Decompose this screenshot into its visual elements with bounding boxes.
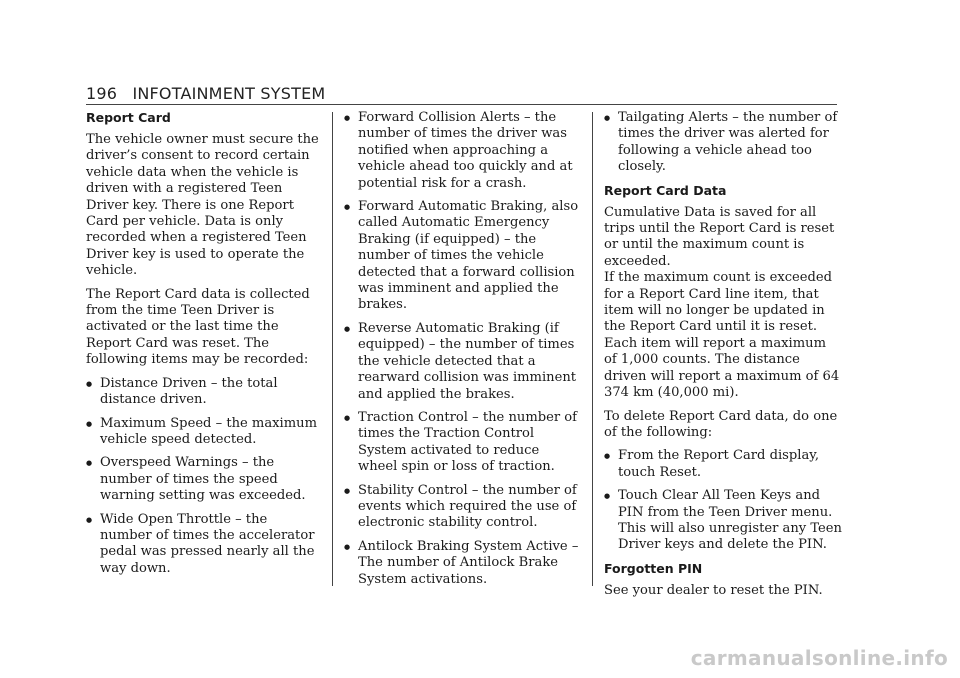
delete-steps-list bbox=[604, 448, 842, 553]
column-divider bbox=[332, 112, 333, 586]
column-divider bbox=[592, 112, 593, 586]
list-item: ● Tailgating Alerts – the number of times the driver was alerted for following a vehicle ahead too closely. bbox=[604, 110, 842, 176]
recorded-items-list bbox=[604, 110, 842, 176]
list-item: ● From the Report Card display, touch Reset. bbox=[604, 448, 842, 481]
forgotten-pin-text: See your dealer to reset the PIN. bbox=[604, 582, 823, 598]
report-card-heading: Report Card bbox=[86, 110, 171, 125]
column-1 bbox=[86, 110, 322, 584]
list-item: ● Maximum Speed – the maximum vehicle speed detected. bbox=[86, 416, 322, 449]
list-item: ● Wide Open Throttle – the number of times the accelerator pedal was pressed nearly all the way down. bbox=[86, 512, 322, 578]
column-3 bbox=[604, 110, 842, 606]
report-card-data-heading: Report Card Data bbox=[604, 182, 727, 198]
recorded-items-list bbox=[344, 110, 580, 588]
page-header bbox=[86, 84, 325, 103]
header-rule bbox=[86, 104, 837, 105]
max-count-text: If the maximum count is exceeded for a Report Card line item, that item will no longer be updated in the Report Card until it is reset. Each item will report a maximum of 1,000 counts. The distance driven will report a maximum of 64 374 km (40,000 mi). bbox=[604, 270, 840, 401]
list-item: ● Forward Collision Alerts – the number of times the driver was notified when approaching a vehicle ahead too quickly and at potential risk for a crash. bbox=[344, 110, 580, 192]
list-item: ● Stability Control – the number of events which required the use of electronic stability control. bbox=[344, 483, 580, 532]
list-item: ● Distance Driven – the total distance driven. bbox=[86, 376, 322, 409]
recorded-items-list bbox=[86, 376, 322, 577]
section-title: INFOTAINMENT SYSTEM bbox=[132, 84, 326, 103]
report-card-collection: The Report Card data is collected from the time Teen Driver is activated or the last time the Report Card was reset. The following items may be recorded: bbox=[86, 286, 310, 368]
report-card-intro: The vehicle owner must secure the driver’s consent to record certain vehicle data when the vehicle is driven with a registered Teen Driver key. There is one Report Card per vehicle. Data is only recorded when a registered Teen Driver key is used to operate the vehicle. bbox=[86, 132, 319, 279]
page-number: 196 bbox=[86, 84, 118, 103]
forgotten-pin-heading: Forgotten PIN bbox=[604, 560, 703, 576]
list-item: ● Overspeed Warnings – the number of times the speed warning setting was exceeded. bbox=[86, 455, 322, 504]
watermark: carmanualsonline.info bbox=[690, 646, 948, 670]
list-item: ● Touch Clear All Teen Keys and PIN from the Teen Driver menu. This will also unregister any Teen Driver keys and delete the PIN. bbox=[604, 488, 842, 554]
cumulative-data-text: Cumulative Data is saved for all trips until the Report Card is reset or until the maximum count is exceeded. bbox=[604, 204, 835, 269]
delete-data-text: To delete Report Card data, do one of the following: bbox=[604, 408, 838, 440]
list-item: ● Traction Control – the number of times the Traction Control System activated to reduce wheel spin or loss of traction. bbox=[344, 410, 580, 476]
list-item: ● Forward Automatic Braking, also called Automatic Emergency Braking (if equipped) – the number of times the vehicle detected that a forward collision was imminent and applied the brakes. bbox=[344, 199, 580, 314]
list-item: ● Antilock Braking System Active – The number of Antilock Brake System activations. bbox=[344, 539, 580, 588]
list-item: ● Reverse Automatic Braking (if equipped) – the number of times the vehicle detected that a rearward collision was imminent and applied the brakes. bbox=[344, 321, 580, 403]
column-2 bbox=[344, 110, 580, 595]
